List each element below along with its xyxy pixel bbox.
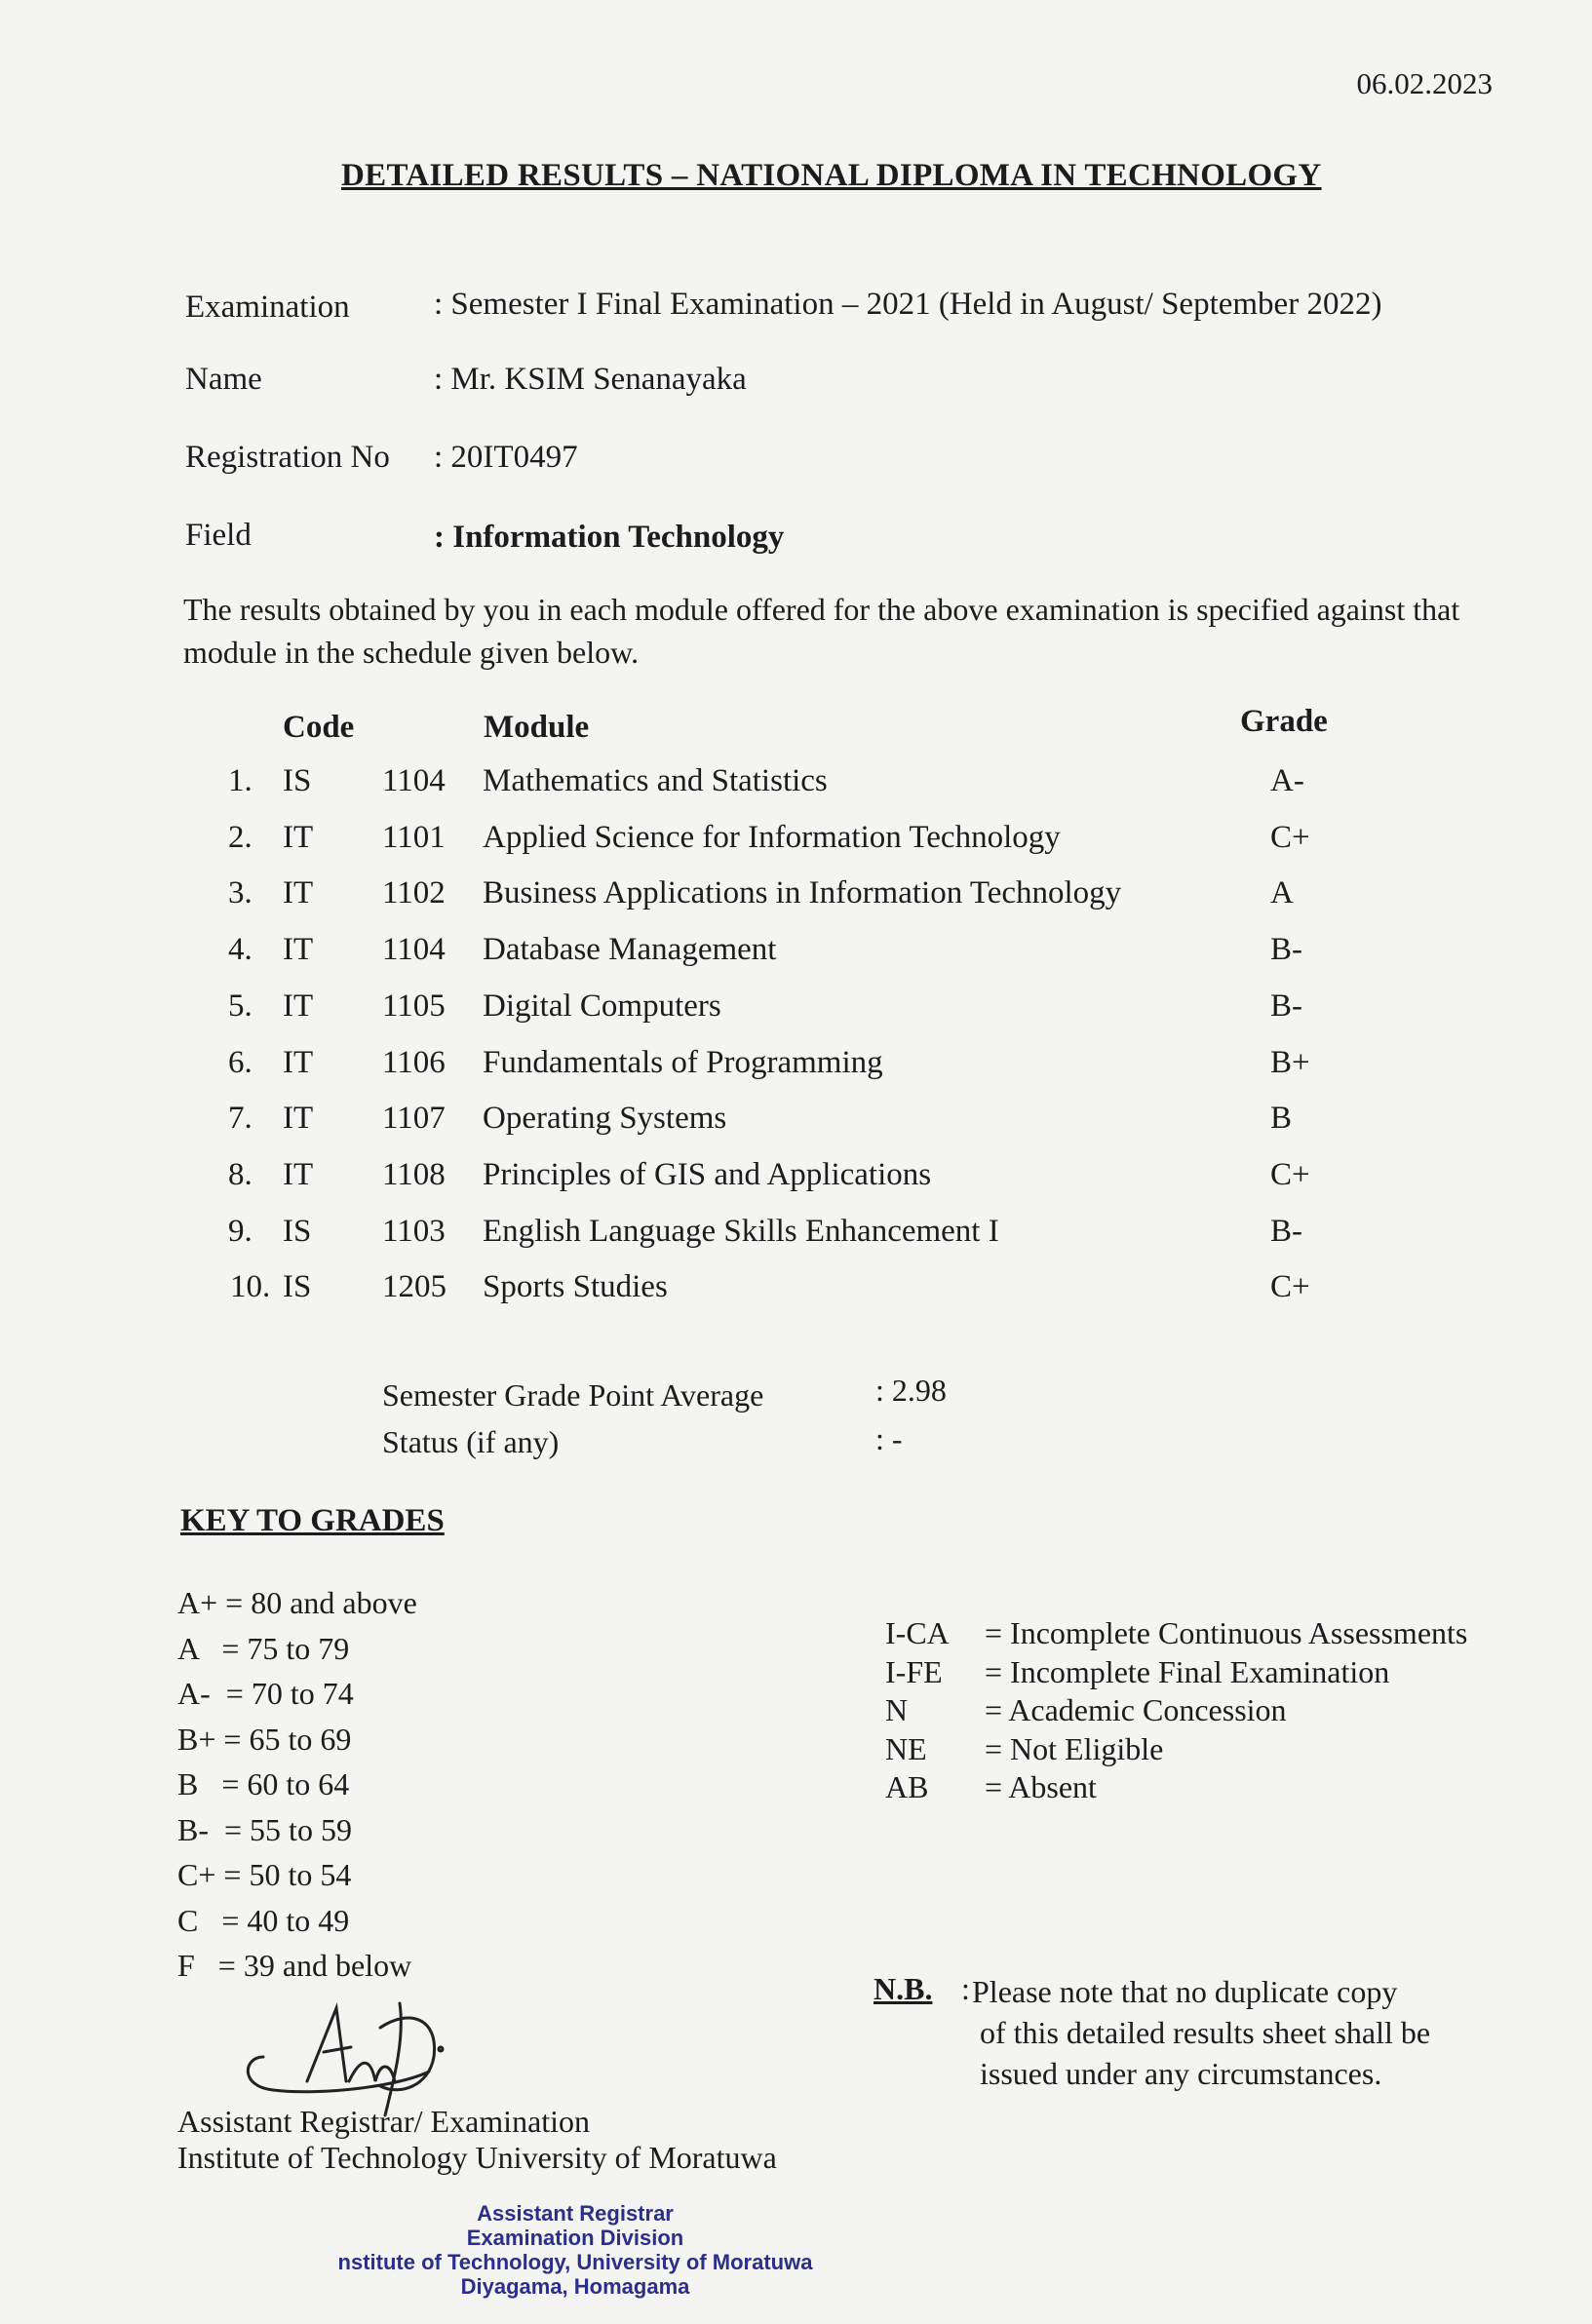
abbreviation-description: = Incomplete Final Examination [985,1654,1390,1689]
row-module-name: Applied Science for Information Technology [483,820,1061,855]
status-value: : - [875,1421,903,1456]
row-module-name: Operating Systems [483,1101,727,1136]
table-row [0,820,1592,874]
stamp-line-1: Assistant Registrar [477,2201,674,2226]
row-module-code: 1105 [382,988,446,1024]
row-number: 3. [228,875,252,910]
row-dept-code: IS [283,763,312,798]
row-module-code: 1205 [382,1269,447,1304]
signatory-institute: Institute of Technology University of Moratuwa [177,2140,777,2175]
row-module-code: 1106 [382,1045,446,1080]
examination-value: : Semester I Final Examination – 2021 (Held in August/ September 2022) [434,287,1382,322]
row-number: 7. [228,1101,252,1136]
row-number: 8. [228,1157,252,1192]
row-grade: A- [1270,763,1304,798]
row-number: 1. [228,763,252,798]
abbreviation-code: N [885,1692,909,1727]
row-grade: B- [1270,988,1302,1024]
document-title: DETAILED RESULTS – NATIONAL DIPLOMA IN TECHNOLOGY [341,158,1322,193]
row-number: 10. [230,1269,271,1304]
abbreviation-description: = Academic Concession [985,1692,1287,1727]
table-row [0,875,1592,930]
row-grade: B+ [1270,1045,1310,1080]
stamp-line-3: nstitute of Technology, University of Moratuwa [337,2250,813,2274]
row-module-code: 1104 [382,932,446,967]
row-module-name: Digital Computers [483,988,721,1024]
abbreviation-description: = Not Eligible [985,1731,1164,1766]
row-module-name: Sports Studies [483,1269,668,1304]
abbreviation-code: NE [885,1731,927,1766]
row-grade: C+ [1270,820,1310,855]
table-row [0,1157,1592,1212]
abbreviation-description: = Incomplete Continuous Assessments [985,1615,1468,1650]
grade-key-item: B = 60 to 64 [177,1766,350,1801]
row-grade: B- [1270,1214,1302,1249]
row-dept-code: IT [283,1157,314,1192]
header-module: Module [484,710,590,745]
note-colon: : [961,1971,970,2006]
table-row [0,763,1592,818]
row-module-name: Database Management [483,932,777,967]
grade-key-item: F = 39 and below [177,1948,412,1983]
abbreviation-code: AB [885,1769,929,1804]
grade-key-item: A+ = 80 and above [177,1585,417,1620]
table-row [0,1045,1592,1100]
row-module-code: 1101 [382,820,446,855]
status-label: Status (if any) [382,1424,560,1459]
grade-key-item: C+ = 50 to 54 [177,1857,352,1892]
row-module-code: 1102 [382,875,446,910]
field-value: : Information Technology [434,520,785,555]
table-row [0,1101,1592,1155]
row-grade: B [1270,1101,1293,1136]
gpa-value: : 2.98 [875,1373,947,1408]
key-title: KEY TO GRADES [180,1503,445,1538]
gpa-label: Semester Grade Point Average [382,1377,764,1413]
row-dept-code: IT [283,988,314,1024]
row-dept-code: IT [283,1101,314,1136]
row-grade: A [1270,875,1294,910]
grade-key-item: A- = 70 to 74 [177,1676,354,1711]
grade-key-item: B+ = 65 to 69 [177,1722,352,1757]
row-module-name: Fundamentals of Programming [483,1045,883,1080]
row-grade: B- [1270,932,1302,967]
header-grade: Grade [1240,704,1328,739]
document-date: 06.02.2023 [1356,66,1493,100]
name-label: Name [185,362,262,397]
stamp-line-2: Examination Division [466,2226,684,2250]
official-stamp [331,2201,819,2299]
row-number: 2. [228,820,252,855]
examination-label: Examination [185,290,350,325]
row-dept-code: IT [283,820,314,855]
row-module-code: 1103 [382,1214,446,1249]
row-number: 6. [228,1045,252,1080]
row-module-code: 1104 [382,763,446,798]
abbreviation-code: I-CA [885,1615,950,1650]
table-row [0,932,1592,987]
grade-key-item: C = 40 to 49 [177,1903,350,1938]
stamp-line-4: Diyagama, Homagama [460,2274,690,2299]
row-number: 5. [228,988,252,1024]
registration-value: : 20IT0497 [434,440,578,475]
row-dept-code: IT [283,932,314,967]
abbreviation-code: I-FE [885,1654,943,1689]
row-module-name: Mathematics and Statistics [483,763,828,798]
grade-key-item: A = 75 to 79 [177,1631,350,1666]
row-grade: C+ [1270,1269,1310,1304]
signatory-title: Assistant Registrar/ Examination [177,2104,591,2139]
row-module-name: Principles of GIS and Applications [483,1157,932,1192]
row-module-code: 1107 [382,1101,446,1136]
note-text: Please note that no duplicate copy of this detailed results sheet shall be issued under any circumstances. [972,1974,1431,2091]
header-code: Code [283,710,355,745]
row-dept-code: IS [283,1214,312,1249]
table-row [0,988,1592,1043]
grade-key-item: B- = 55 to 59 [177,1812,352,1847]
row-dept-code: IS [283,1269,312,1304]
row-module-code: 1108 [382,1157,446,1192]
row-dept-code: IT [283,875,314,910]
intro-paragraph: The results obtained by you in each module offered for the above examination is specified against that module in the schedule given below. [183,592,1460,670]
field-label: Field [185,518,252,553]
row-number: 4. [228,932,252,967]
row-module-name: Business Applications in Information Technology [483,875,1122,910]
row-number: 9. [228,1214,252,1249]
row-grade: C+ [1270,1157,1310,1192]
note-label: N.B. [874,1971,933,2006]
row-module-name: English Language Skills Enhancement I [483,1214,999,1249]
table-row [0,1214,1592,1268]
abbreviation-description: = Absent [985,1769,1097,1804]
table-row [0,1269,1592,1324]
row-dept-code: IT [283,1045,314,1080]
name-value: : Mr. KSIM Senanayaka [434,362,747,397]
registration-label: Registration No [185,440,390,475]
